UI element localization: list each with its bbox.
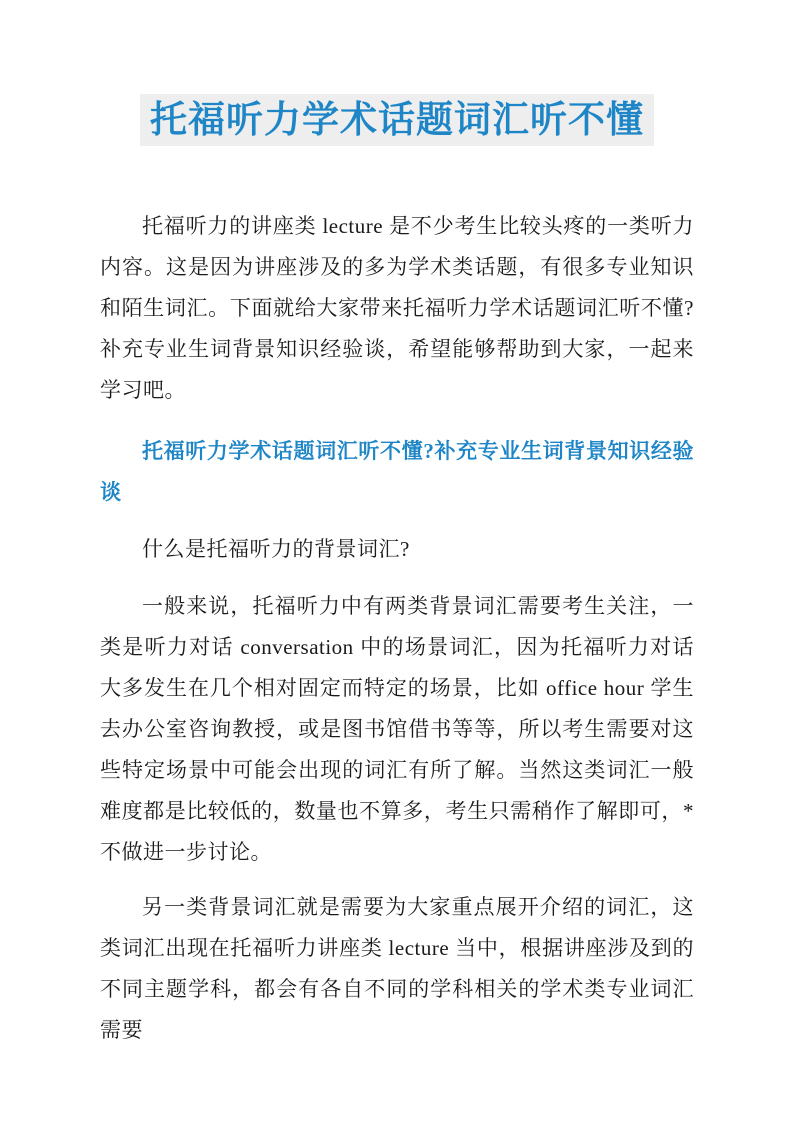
section-heading: 托福听力学术话题词汇听不懂?补充专业生词背景知识经验谈 bbox=[100, 439, 694, 505]
document-body bbox=[0, 206, 794, 1051]
scene-vocab-paragraph: 一般来说，托福听力中有两类背景词汇需要考生关注，一类是听力对话 conversation 中的场景词汇，因为托福听力对话大多发生在几个相对固定而特定的场景，比如 office hour 学生去办公室咨询教授，或是图书馆借书等等，所以考生需要对这些特定场景中可能会出现的词汇有所了解。当然这类词汇一般难度都是比较低的，数量也不算多，考生只需稍作了解即可，*不做进一步讨论。 bbox=[100, 594, 694, 865]
title-row bbox=[0, 94, 794, 146]
question-line: 什么是托福听力的背景词汇? bbox=[142, 537, 410, 562]
page-title: 托福听力学术话题词汇听不懂 bbox=[140, 94, 654, 146]
intro-paragraph: 托福听力的讲座类 lecture 是不少考生比较头疼的一类听力内容。这是因为讲座涉及的多为学术类话题，有很多专业知识和陌生词汇。下面就给大家带来托福听力学术话题词汇听不懂?补充专业生词背景知识经验谈，希望能够帮助到大家，一起来学习吧。 bbox=[100, 214, 694, 403]
lecture-vocab-paragraph: 另一类背景词汇就是需要为大家重点展开介绍的词汇，这类词汇出现在托福听力讲座类 lecture 当中，根据讲座涉及到的不同主题学科，都会有各自不同的学科相关的学术类专业词汇需要 bbox=[100, 895, 694, 1043]
